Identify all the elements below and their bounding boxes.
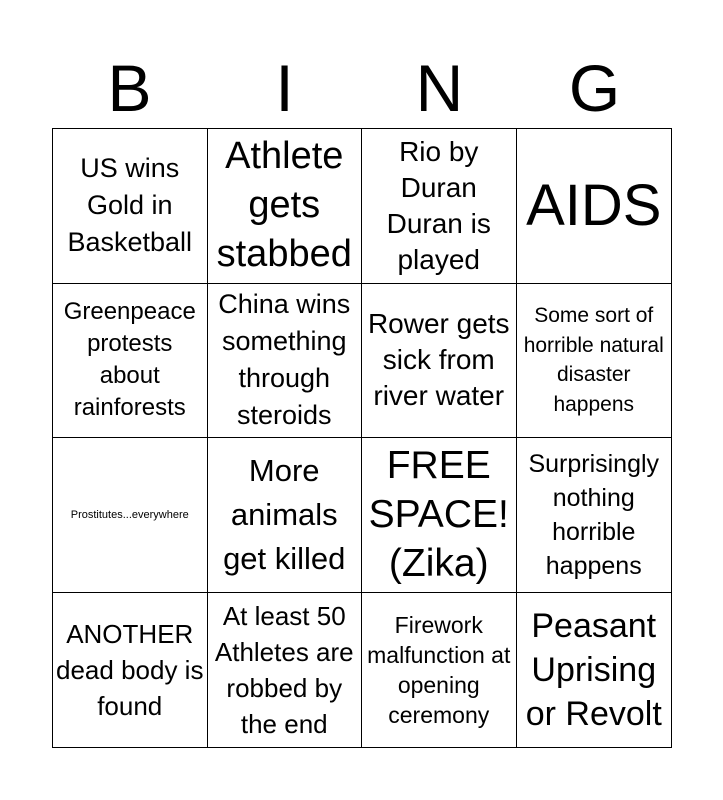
cell-text: Prostitutes...everywhere — [70, 508, 189, 521]
cell-text: More animals get killed — [223, 452, 346, 576]
cell-text: Rio by Duran Duran is played — [386, 135, 491, 275]
bingo-board — [52, 128, 672, 748]
cell-text: Athlete gets stabbed — [216, 135, 352, 276]
cell-text: Rower gets sick from river water — [367, 308, 510, 412]
bingo-cell[interactable] — [362, 129, 517, 284]
cell-text: At least 50 Athletes are robbed by the end — [214, 600, 354, 739]
bingo-cell[interactable] — [362, 593, 517, 748]
bingo-cell[interactable] — [208, 593, 363, 748]
cell-text: China wins something through steroids — [218, 289, 351, 431]
bingo-header — [52, 48, 672, 128]
bingo-cell[interactable] — [53, 438, 208, 593]
cell-text: Some sort of horrible natural disaster happens — [523, 304, 664, 416]
cell-text: Firework malfunction at opening ceremony — [367, 611, 511, 728]
bingo-cell[interactable] — [517, 284, 672, 439]
bingo-cell[interactable] — [53, 284, 208, 439]
bingo-cell[interactable] — [362, 284, 517, 439]
header-letter-b: B — [107, 51, 152, 125]
header-letter-n: N — [415, 51, 464, 125]
bingo-cell[interactable] — [517, 593, 672, 748]
bingo-cell[interactable] — [208, 129, 363, 284]
header-letter-g: G — [568, 51, 621, 125]
bingo-cell[interactable] — [53, 593, 208, 748]
cell-text: Greenpeace protests about rainforests — [63, 298, 196, 422]
bingo-cell[interactable] — [208, 284, 363, 439]
cell-text: Surprisingly nothing horrible happens — [528, 449, 660, 580]
header-letter-i: I — [275, 51, 294, 125]
bingo-cell[interactable] — [53, 129, 208, 284]
free-space-cell[interactable] — [362, 438, 517, 593]
cell-text: ANOTHER dead body is found — [56, 618, 204, 721]
bingo-cell[interactable] — [517, 129, 672, 284]
cell-text: AIDS — [526, 172, 662, 238]
bingo-cell[interactable] — [517, 438, 672, 593]
bingo-cell[interactable] — [208, 438, 363, 593]
cell-text: US wins Gold in Basketball — [67, 153, 193, 258]
cell-text: FREE SPACE! (Zika) — [368, 444, 509, 586]
cell-text: Peasant Uprising or Revolt — [525, 606, 662, 733]
